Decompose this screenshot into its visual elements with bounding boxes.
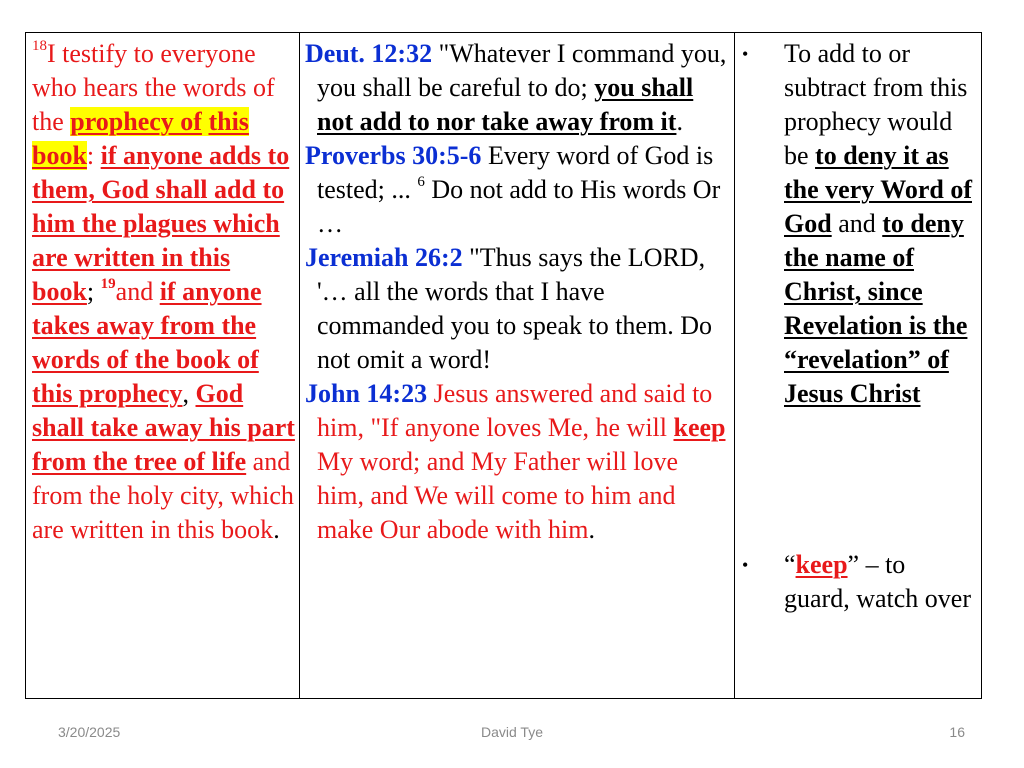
bullet-icon: • <box>742 555 749 575</box>
reference-label: Jeremiah 26:2 <box>305 243 463 272</box>
reference-text: . <box>676 107 683 136</box>
reference-text: Jesus answered and said to him, "If anyone loves Me, he will <box>317 379 713 442</box>
commentary-bullet-1 <box>740 37 977 411</box>
reference-text: My word; and My Father will love him, and We will come to him and make Our abode with him <box>317 447 679 544</box>
verse-number-6: 6 <box>417 174 425 190</box>
footer-author: David Tye <box>481 724 543 740</box>
commentary-text <box>784 37 977 411</box>
footer-date: 3/20/2025 <box>58 724 121 740</box>
quote-emphasis: God shall take away his part from the tree of life <box>32 379 295 476</box>
commentary-plain: To add to or subtract from this prophecy would be <box>784 39 968 170</box>
content-table <box>25 32 982 699</box>
reference-label: Proverbs 30:5-6 <box>305 141 482 170</box>
quote-text: and <box>115 277 160 306</box>
reference-label: John 14:23 <box>305 379 428 408</box>
reference-text: "Thus says the LORD, '… all the words that I have commanded you to speak to them. Do not omit a word! <box>317 243 712 374</box>
bullet-icon: • <box>742 44 749 64</box>
quote-emphasis: if anyone takes away from the words of the book of this prophecy <box>32 277 262 408</box>
verse-number-19: 19 <box>100 276 116 292</box>
commentary-column <box>735 33 981 698</box>
reference-text: Every word of God is tested; ... <box>317 141 714 204</box>
commentary-plain: “ <box>784 550 796 579</box>
quote-emphasis: prophecy of <box>70 107 202 136</box>
commentary-bullet-2 <box>740 548 977 616</box>
commentary-plain: and <box>831 209 883 238</box>
commentary-text <box>784 548 977 616</box>
deut-reference <box>305 37 730 139</box>
john-reference <box>305 377 730 547</box>
quote-emphasis: this book <box>32 107 249 170</box>
reference-emphasis: keep <box>673 413 726 442</box>
reference-emphasis: you shall not add to nor take away from it <box>317 73 694 136</box>
quote-punctuation: . <box>273 515 280 544</box>
footer-page-number: 16 <box>949 724 965 740</box>
quote-text: and from the holy city, which are written in this book <box>32 447 294 544</box>
quote-emphasis: if anyone adds to them, God shall add to him the plagues which are written in this book <box>32 141 290 306</box>
quote-punctuation: ; <box>86 277 101 306</box>
reference-label: Deut. 12:32 <box>305 39 433 68</box>
revelation-quote-column <box>26 33 300 698</box>
proverbs-reference <box>305 139 730 241</box>
reference-text: . <box>588 515 595 544</box>
quote-punctuation: , <box>182 379 196 408</box>
commentary-emphasis: to deny it as the very Word of God <box>784 141 972 238</box>
quote-text: : <box>86 141 101 170</box>
jeremiah-reference <box>305 241 730 377</box>
quote-text: I testify to everyone who hears the words of the <box>32 39 275 136</box>
commentary-keyword: keep <box>795 550 848 579</box>
verse-number-18: 18 <box>32 38 47 54</box>
commentary-plain: ” – to guard, watch over <box>784 550 971 613</box>
reference-text: Do not add to His words Or … <box>317 175 721 238</box>
cross-reference-column <box>300 33 735 698</box>
reference-text: "Whatever I command you, you shall be careful to do; <box>317 39 727 102</box>
commentary-emphasis: to deny the name of Christ, since Revelation is the “revelation” of Jesus Christ <box>784 209 968 408</box>
